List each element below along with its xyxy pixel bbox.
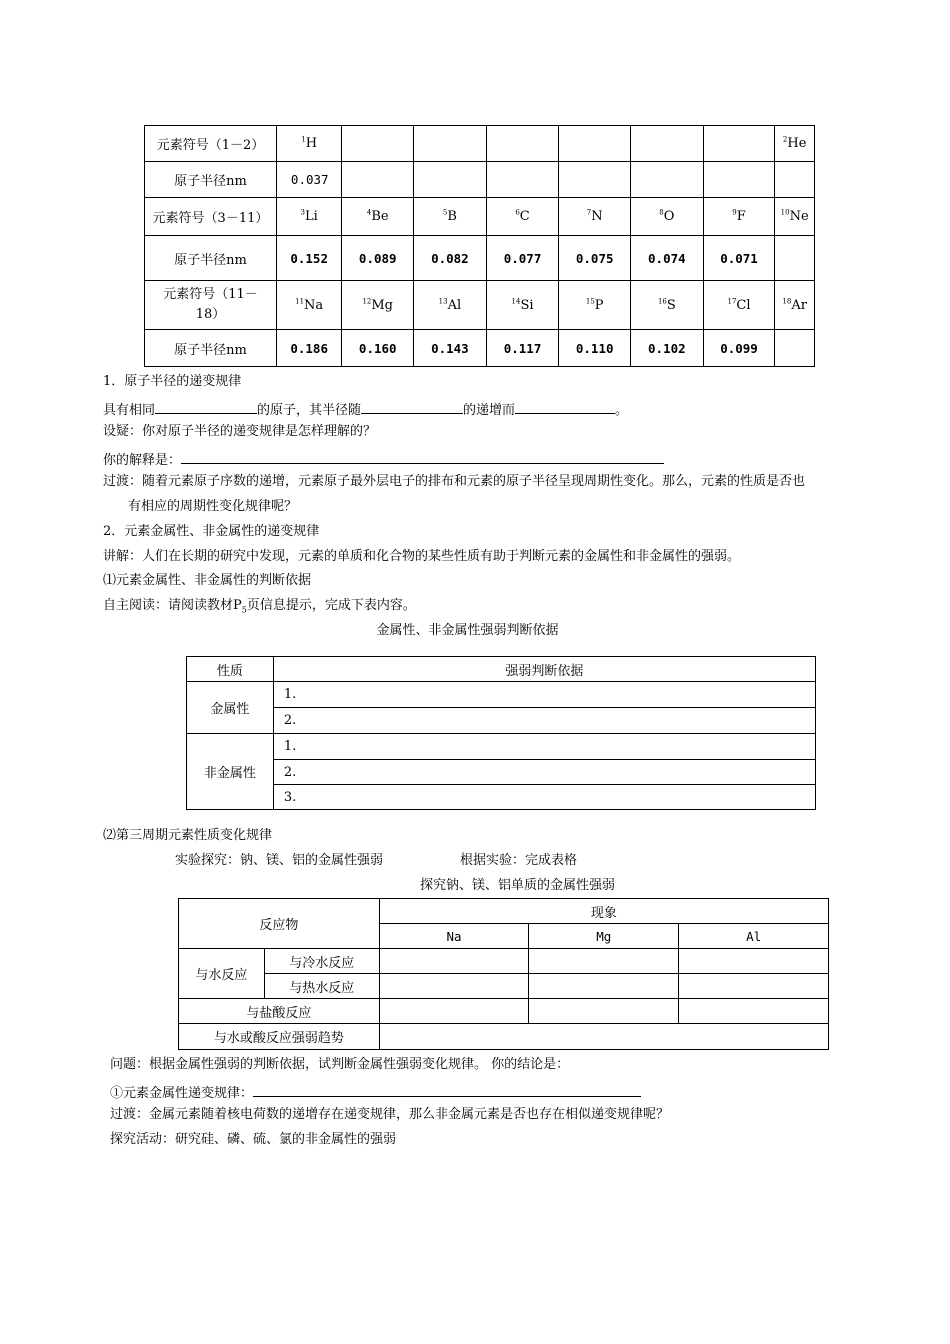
element-symbol: Li [305,209,318,224]
reading-a: 自主阅读：请阅读教材P [103,598,242,613]
atomic-radius-table [144,125,815,367]
radius-row [145,330,815,367]
element-symbol-cell [775,281,815,330]
radius-row [145,281,815,330]
radius-value-cell [486,162,559,198]
radius-value-cell: 0.074 [631,236,704,281]
fill-blank-line-1 [103,399,628,419]
radius-value-cell [703,162,775,198]
radius-value-cell [559,162,631,198]
element-symbol-cell [559,281,631,330]
element-symbol: Mg [371,297,394,313]
element-symbol: O [663,209,675,224]
element-symbol: H [305,136,318,151]
element-na: Na [379,924,529,949]
text-l1c: 的递增而 [463,403,516,418]
header-property: 性质 [187,657,274,682]
element-symbol-cell [276,126,341,162]
element-mg: Mg [529,924,679,949]
element-symbol-cell [342,126,414,162]
radius-value-cell [775,236,815,281]
radius-value-cell: 0.160 [342,330,414,367]
caption-react-table: 探究钠、镁、铝单质的金属性强弱 [419,878,615,893]
radius-value-cell [342,162,414,198]
radius-value-cell: 0.037 [276,162,341,198]
radius-value-cell: 0.077 [486,236,559,281]
cell-trend[interactable] [379,1024,828,1050]
atomic-number: 1 [301,135,306,144]
phenomenon-header: 现象 [379,899,828,924]
element-symbol-cell [486,126,559,162]
cell-hot-al[interactable] [679,974,829,999]
transition-1a: 过渡：随着元素原子序数的递增，元素原子最外层电子的排布和元素的原子半径呈现周期性变化。那么，元素的性质是否也 [103,474,806,489]
subheading-basis: ⑴元素金属性、非金属性的判断依据 [103,573,312,588]
element-symbol: Cl [736,297,751,313]
acid-label: 与盐酸反应 [179,999,380,1024]
atomic-number: 14 [511,297,521,306]
element-symbol: Ar [791,297,807,313]
element-symbol-cell [342,281,414,330]
cell-cold-al[interactable] [679,949,829,974]
conclusion-line [110,1082,641,1102]
cold-water-label: 与冷水反应 [264,949,379,974]
cell-acid-na[interactable] [379,999,529,1024]
element-symbol-cell [631,126,704,162]
conclusion-label: ①元素金属性递变规律： [110,1086,254,1101]
conclusion-blank[interactable] [253,1082,641,1097]
atomic-number: 5 [442,208,448,217]
metal-item-2[interactable]: 2. [273,708,815,734]
radius-value-cell: 0.117 [486,330,559,367]
element-symbol: B [447,209,457,224]
atomic-number: 17 [727,297,737,306]
element-symbol-cell [559,126,631,162]
radius-value-cell [631,162,704,198]
radius-row [145,162,815,198]
text-l1b: 的原子，其半径随 [257,403,362,418]
atomic-number: 8 [659,208,664,217]
reactant-header: 反应物 [179,899,380,949]
atomic-number: 9 [732,208,737,217]
question-1: 设疑：你对原子半径的递变规律是怎样理解的？ [103,424,377,439]
element-symbol-cell [414,126,487,162]
atomic-number: 10 [780,208,790,217]
radius-value-cell: 0.152 [276,236,341,281]
heading-metallic-trend: 2．元素金属性、非金属性的递变规律 [103,524,320,539]
atomic-number: 15 [585,297,595,306]
element-symbol-cell [486,198,559,236]
lecture-text: 讲解：人们在长期的研究中发现，元素的单质和化合物的某些性质有助于判断元素的金属性和非金属性的强弱。 [103,549,741,564]
blank-2[interactable] [361,399,463,414]
metal-label: 金属性 [187,682,274,734]
element-symbol-cell [414,281,487,330]
element-symbol: Al [447,297,462,313]
reading-sub: 5 [241,605,247,615]
atomic-number: 6 [515,208,520,217]
element-symbol-cell [703,281,775,330]
reaction-table [178,898,829,1050]
element-symbol: S [666,297,676,313]
element-symbol: Si [520,297,534,313]
atomic-number: 12 [362,297,372,306]
cell-cold-mg[interactable] [529,949,679,974]
nonmetal-label: 非金属性 [187,734,274,810]
header-basis: 强弱判断依据 [273,657,815,682]
activity-text: 探究活动：研究硅、磷、硫、氯的非金属性的强弱 [110,1132,397,1147]
row-label: 元素符号（11－18） [145,281,277,330]
nonmetal-item-2[interactable]: 2. [273,760,815,785]
cell-acid-mg[interactable] [529,999,679,1024]
radius-value-cell: 0.089 [342,236,414,281]
hot-water-label: 与热水反应 [264,974,379,999]
radius-row [145,236,815,281]
element-symbol-cell [775,198,815,236]
radius-value-cell [775,162,815,198]
element-symbol: He [787,136,807,151]
element-symbol: N [591,209,603,224]
element-symbol: C [519,209,530,224]
subheading-period3: ⑵第三周期元素性质变化规律 [103,828,273,843]
experiment-b: 根据实验：完成表格 [460,853,578,868]
element-symbol: P [594,297,604,313]
explanation-blank[interactable] [181,449,664,464]
radius-value-cell: 0.186 [276,330,341,367]
atomic-number: 3 [300,208,305,217]
radius-value-cell [414,162,487,198]
heading-radius-trend: 1．原子半径的递变规律 [103,374,242,389]
question-2: 问题：根据金属性强弱的判断依据，试判断金属性强弱变化规律。 你的结论是： [110,1057,570,1072]
radius-row [145,126,815,162]
water-reaction-label: 与水反应 [179,949,265,999]
element-symbol-cell [342,198,414,236]
blank-1[interactable] [155,399,257,414]
radius-value-cell: 0.110 [559,330,631,367]
atomic-number: 11 [295,297,305,306]
element-symbol: F [736,209,746,224]
nonmetal-item-1[interactable]: 1. [273,734,815,760]
element-symbol: Ne [789,209,809,224]
element-symbol-cell [775,126,815,162]
element-symbol-cell [486,281,559,330]
trend-label: 与水或酸反应强弱趋势 [179,1024,380,1050]
cell-acid-al[interactable] [679,999,829,1024]
radius-value-cell [775,330,815,367]
element-symbol-cell [559,198,631,236]
metal-item-1[interactable]: 1. [273,682,815,708]
element-symbol-cell [703,126,775,162]
cell-cold-na[interactable] [379,949,529,974]
atomic-number: 2 [782,135,788,144]
radius-row [145,198,815,236]
element-symbol-cell [703,198,775,236]
cell-hot-na[interactable] [379,974,529,999]
transition-1b: 有相应的周期性变化规律呢？ [128,499,298,514]
nonmetal-item-3[interactable]: 3. [273,785,815,810]
cell-hot-mg[interactable] [529,974,679,999]
reading-line [103,598,416,619]
experiment-a: 实验探究：钠、镁、铝的金属性强弱 [175,853,384,868]
element-symbol-cell [631,198,704,236]
basis-table [186,656,816,810]
reading-b: 页信息提示，完成下表内容。 [246,598,416,613]
radius-value-cell: 0.071 [703,236,775,281]
element-symbol-cell [276,281,341,330]
element-symbol-cell [414,198,487,236]
radius-value-cell: 0.143 [414,330,487,367]
explanation-line [103,449,664,469]
atomic-number: 13 [438,297,448,306]
element-symbol-cell [631,281,704,330]
radius-value-cell: 0.075 [559,236,631,281]
atomic-number: 18 [782,297,792,306]
radius-value-cell: 0.099 [703,330,775,367]
atomic-number: 4 [366,208,372,217]
row-label: 元素符号（3－11） [145,198,277,236]
element-symbol-cell [276,198,341,236]
radius-value-cell: 0.102 [631,330,704,367]
transition-2: 过渡：金属元素随着核电荷数的递增存在递变规律，那么非金属元素是否也存在相似递变规律呢？ [110,1107,670,1122]
element-symbol: Na [304,297,324,313]
blank-3[interactable] [515,399,615,414]
element-al: Al [679,924,829,949]
text-l1a: 具有相同 [103,403,156,418]
caption-basis-table: 金属性、非金属性强弱判断依据 [376,623,559,638]
atomic-number: 16 [657,297,667,306]
row-label: 原子半径nm [145,330,277,367]
text-l1d: 。 [615,403,629,418]
element-symbol: Be [371,209,389,224]
explanation-label: 你的解释是： [103,453,182,468]
row-label: 元素符号（1－2） [145,126,277,162]
atomic-number: 7 [586,208,592,217]
row-label: 原子半径nm [145,236,277,281]
row-label: 原子半径nm [145,162,277,198]
radius-value-cell: 0.082 [414,236,487,281]
